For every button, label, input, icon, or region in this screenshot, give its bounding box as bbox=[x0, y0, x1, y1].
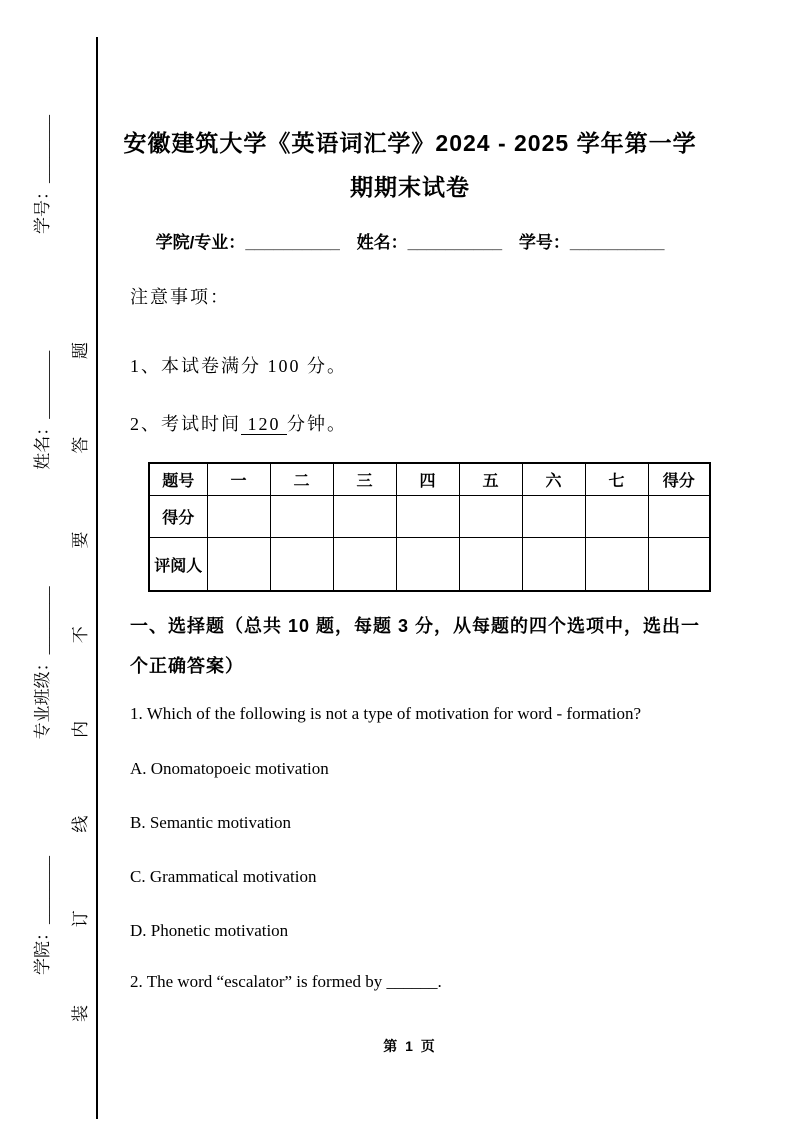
page-number: 第 1 页 bbox=[383, 1038, 437, 1054]
header-col: 五 bbox=[459, 463, 522, 496]
reviewer-cell bbox=[585, 538, 648, 592]
field-college: 学院：________ bbox=[33, 856, 52, 975]
binding-char: 题 bbox=[71, 342, 90, 360]
header-col: 二 bbox=[270, 463, 333, 496]
name-blank: __________ bbox=[407, 233, 503, 252]
notice-item-1: 1、本试卷满分 100 分。 bbox=[130, 356, 347, 376]
header-form-line bbox=[105, 228, 715, 253]
question-1-option-c: C. Grammatical motivation bbox=[130, 867, 317, 886]
name-label-text: 姓名： bbox=[356, 233, 408, 252]
score-row-label: 得分 bbox=[149, 496, 207, 538]
header-col: 六 bbox=[522, 463, 585, 496]
question-1: 1. Which of the following is not a type of motivation for word - formation? bbox=[130, 704, 641, 723]
reviewer-cell bbox=[333, 538, 396, 592]
student-info-fields bbox=[31, 115, 54, 975]
field-major-class: 专业班级：________ bbox=[33, 586, 52, 740]
header-question-number: 题号 bbox=[149, 463, 207, 496]
score-cell bbox=[459, 496, 522, 538]
reviewer-cell bbox=[396, 538, 459, 592]
reviewer-cell bbox=[459, 538, 522, 592]
notice-item-2 bbox=[130, 410, 347, 436]
exam-title-line-2: 期期末试卷 bbox=[350, 174, 470, 200]
question-2: 2. The word “escalator” is formed by ______. bbox=[130, 972, 442, 991]
exam-title-line-1: 安徽建筑大学《英语词汇学》2024 - 2025 学年第一学 bbox=[123, 130, 697, 156]
reviewer-row bbox=[149, 538, 710, 592]
field-student-id: 学号：________ bbox=[33, 115, 52, 235]
notice-item-2-suffix: 分钟。 bbox=[287, 414, 347, 434]
binding-char: 答 bbox=[71, 436, 90, 454]
section-1-heading bbox=[130, 606, 714, 686]
binding-char: 订 bbox=[71, 910, 90, 928]
notice-item-2-prefix: 2、考试时间 bbox=[130, 414, 241, 434]
student-id-label-text: 学号： bbox=[518, 233, 570, 252]
name-label bbox=[357, 233, 503, 252]
score-table-header-row bbox=[149, 463, 710, 496]
question-1-option-d: D. Phonetic motivation bbox=[130, 921, 289, 940]
section-1-heading-line-1: 一、选择题（总共 10 题，每题 3 分，从每题的四个选项中，选出一 bbox=[130, 616, 701, 636]
college-major-label bbox=[156, 233, 340, 252]
score-cell bbox=[522, 496, 585, 538]
student-id-label bbox=[519, 233, 665, 252]
reviewer-cell bbox=[270, 538, 333, 592]
college-major-label-text: 学院/专业： bbox=[155, 233, 246, 252]
score-cell bbox=[207, 496, 270, 538]
binding-char: 要 bbox=[71, 531, 90, 549]
student-id-blank: __________ bbox=[569, 233, 665, 252]
binding-rule-line bbox=[96, 37, 98, 1119]
binding-margin-text bbox=[69, 342, 92, 1022]
binding-char: 线 bbox=[71, 815, 90, 833]
field-name: 姓名：________ bbox=[33, 350, 52, 470]
binding-char: 内 bbox=[71, 720, 90, 738]
score-row bbox=[149, 496, 710, 538]
section-1-heading-line-2: 个正确答案） bbox=[130, 656, 244, 676]
exam-duration-value: 120 bbox=[241, 414, 287, 434]
question-1-option-b: B. Semantic motivation bbox=[130, 813, 292, 832]
header-col: 四 bbox=[396, 463, 459, 496]
score-cell bbox=[270, 496, 333, 538]
college-major-blank: __________ bbox=[245, 233, 340, 252]
binding-char: 装 bbox=[71, 1005, 90, 1022]
score-cell bbox=[585, 496, 648, 538]
question-1-option-a: A. Onomatopoeic motivation bbox=[130, 759, 329, 778]
reviewer-row-label: 评阅人 bbox=[149, 538, 207, 592]
header-col: 三 bbox=[333, 463, 396, 496]
reviewer-cell bbox=[648, 538, 710, 592]
score-cell bbox=[396, 496, 459, 538]
score-cell bbox=[333, 496, 396, 538]
score-cell bbox=[648, 496, 710, 538]
header-total-score: 得分 bbox=[648, 463, 710, 496]
reviewer-cell bbox=[207, 538, 270, 592]
score-table bbox=[148, 462, 711, 592]
notice-heading: 注意事项： bbox=[130, 287, 230, 307]
header-col: 七 bbox=[585, 463, 648, 496]
header-col: 一 bbox=[207, 463, 270, 496]
reviewer-cell bbox=[522, 538, 585, 592]
binding-char: 不 bbox=[71, 626, 90, 644]
